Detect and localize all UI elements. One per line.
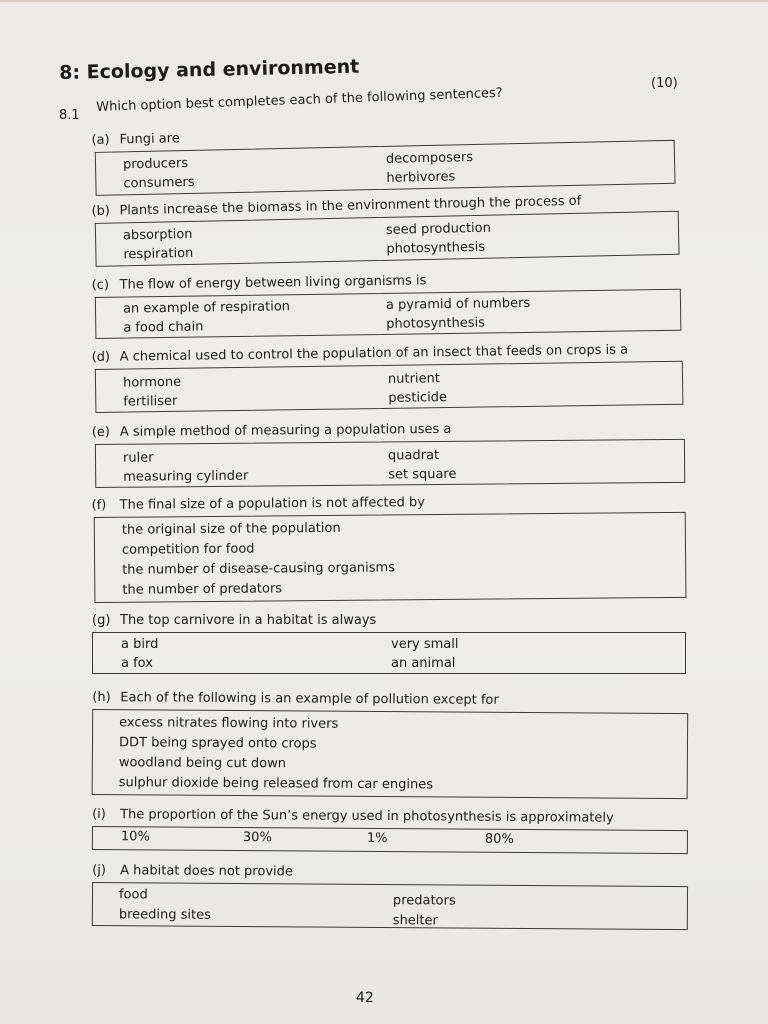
option: ruler bbox=[122, 450, 154, 466]
option: a food chain bbox=[123, 319, 204, 336]
option: excess nitrates flowing into rivers bbox=[119, 715, 339, 732]
item-letter: (b) bbox=[91, 203, 111, 220]
question-item-h bbox=[92, 689, 693, 799]
option: set square bbox=[388, 466, 457, 483]
option: shelter bbox=[392, 913, 438, 929]
question-item-a bbox=[91, 119, 692, 196]
option: seed production bbox=[385, 220, 492, 238]
options-box bbox=[94, 512, 687, 603]
item-stem: The final size of a population is not affected by bbox=[119, 495, 425, 513]
option: 30% bbox=[242, 830, 272, 846]
option: producers bbox=[122, 155, 189, 173]
question-item-g bbox=[92, 612, 692, 674]
page-number: 42 bbox=[356, 990, 374, 1006]
item-stem: The flow of energy between living organisms is bbox=[119, 273, 427, 293]
item-letter: (f) bbox=[91, 497, 107, 514]
item-stem: The top carnivore in a habitat is always bbox=[120, 613, 377, 628]
option: nutrient bbox=[387, 371, 440, 387]
option: 80% bbox=[484, 831, 514, 847]
option: a bird bbox=[121, 637, 159, 652]
options-box bbox=[92, 882, 688, 930]
question-intro: Which option best completes each of the following sentences? bbox=[96, 85, 503, 115]
item-letter: (h) bbox=[92, 690, 111, 706]
option: sulphur dioxide being released from car engines bbox=[118, 775, 434, 793]
option: measuring cylinder bbox=[123, 468, 249, 485]
option: absorption bbox=[122, 226, 193, 244]
option: a pyramid of numbers bbox=[385, 295, 531, 313]
options-box bbox=[95, 140, 676, 196]
option: competition for food bbox=[121, 541, 255, 558]
item-stem: A habitat does not provide bbox=[120, 863, 293, 880]
item-letter: (c) bbox=[91, 277, 110, 294]
page-top-edge bbox=[0, 0, 768, 2]
option: the original size of the population bbox=[121, 520, 341, 538]
option: herbivores bbox=[386, 169, 456, 186]
options-box bbox=[92, 709, 689, 799]
item-stem: Each of the following is an example of pollution except for bbox=[120, 690, 499, 708]
options-box bbox=[95, 361, 684, 413]
item-letter: (d) bbox=[91, 349, 111, 366]
option: hormone bbox=[122, 374, 182, 391]
option: consumers bbox=[123, 174, 195, 192]
options-box bbox=[95, 439, 685, 488]
options-box bbox=[92, 826, 688, 854]
option: DDT being sprayed onto crops bbox=[118, 735, 317, 752]
option: predators bbox=[392, 893, 456, 909]
item-stem: The proportion of the Sun’s energy used in photosynthesis is approximately bbox=[120, 807, 614, 826]
option: decomposers bbox=[385, 150, 474, 167]
item-stem: A chemical used to control the population of an insect that feeds on crops is a bbox=[119, 342, 629, 365]
option: an example of respiration bbox=[122, 299, 291, 317]
item-letter: (j) bbox=[92, 863, 106, 879]
item-letter: (g) bbox=[92, 613, 111, 628]
option: 1% bbox=[366, 830, 388, 847]
question-number: 8.1 bbox=[59, 108, 80, 123]
option: an animal bbox=[391, 656, 456, 671]
options-box bbox=[95, 211, 680, 267]
option: quadrat bbox=[387, 447, 440, 464]
question-item-d bbox=[92, 341, 693, 413]
item-stem: Plants increase the biomass in the environment through the process of bbox=[119, 193, 582, 219]
option: a fox bbox=[121, 656, 153, 671]
option: breeding sites bbox=[118, 907, 211, 923]
option: photosynthesis bbox=[386, 315, 486, 332]
option: 10% bbox=[120, 829, 150, 845]
option: food bbox=[118, 887, 148, 903]
option: respiration bbox=[123, 245, 194, 263]
question-item-i bbox=[92, 806, 692, 854]
option: pesticide bbox=[388, 390, 448, 406]
option: photosynthesis bbox=[386, 239, 486, 257]
section-title: 8: Ecology and environment bbox=[59, 55, 360, 84]
question-item-f bbox=[92, 492, 693, 603]
question-item-b bbox=[91, 190, 692, 267]
question-item-c bbox=[92, 269, 693, 339]
question-item-e bbox=[92, 419, 693, 488]
option: very small bbox=[391, 637, 459, 652]
item-letter: (e) bbox=[91, 424, 111, 441]
marks-total: (10) bbox=[651, 76, 678, 91]
option: the number of disease-causing organisms bbox=[122, 560, 396, 578]
item-letter: (a) bbox=[91, 132, 110, 149]
options-box bbox=[95, 289, 682, 339]
item-letter: (i) bbox=[92, 807, 106, 823]
option: the number of predators bbox=[122, 581, 283, 598]
options-box bbox=[92, 632, 686, 674]
question-item-j bbox=[92, 862, 692, 930]
option: woodland being cut down bbox=[118, 755, 287, 772]
item-stem: A simple method of measuring a population uses a bbox=[119, 421, 452, 440]
option: fertiliser bbox=[123, 393, 178, 410]
item-stem: Fungi are bbox=[119, 131, 180, 148]
